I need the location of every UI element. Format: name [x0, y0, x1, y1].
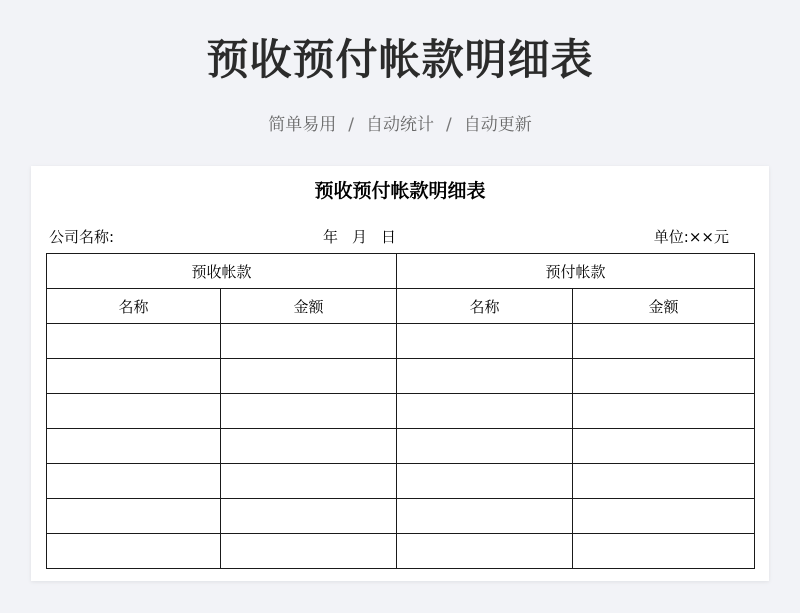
table-row: [47, 324, 755, 359]
page-title: 预收预付帐款明细表: [206, 35, 594, 84]
group-receivable: 预收帐款: [47, 254, 397, 289]
table-row: [47, 359, 755, 394]
table-cell[interactable]: [573, 499, 755, 534]
table-cell[interactable]: [397, 429, 573, 464]
date-month-label: 月: [352, 228, 368, 246]
ledger-sheet: [31, 166, 769, 581]
table-cell[interactable]: [47, 464, 221, 499]
feature-subtitle: [0, 112, 800, 138]
table-cell[interactable]: [221, 359, 397, 394]
feature-auto-stats: 自动统计: [366, 115, 434, 135]
table-cell[interactable]: [573, 394, 755, 429]
table-row: [47, 429, 755, 464]
column-header-row: [47, 289, 755, 324]
sheet-title: 预收预付帐款明细表: [314, 180, 486, 202]
table-row: [47, 464, 755, 499]
company-name-label: 公司名称:: [49, 228, 115, 246]
date-day-label: 日: [381, 228, 397, 246]
table-cell[interactable]: [397, 464, 573, 499]
table-cell[interactable]: [221, 429, 397, 464]
separator: /: [348, 115, 354, 135]
table-cell[interactable]: [397, 499, 573, 534]
column-header-receivable-amount: 金额: [221, 289, 397, 324]
table-row: [47, 534, 755, 569]
ledger-table: [46, 253, 755, 569]
table-cell[interactable]: [397, 394, 573, 429]
table-cell[interactable]: [47, 429, 221, 464]
table-row: [47, 394, 755, 429]
table-cell[interactable]: [397, 359, 573, 394]
table-cell[interactable]: [47, 499, 221, 534]
table-cell[interactable]: [47, 324, 221, 359]
column-header-payable-amount: 金额: [573, 289, 755, 324]
table-cell[interactable]: [47, 534, 221, 569]
date-year-label: 年: [323, 228, 339, 246]
table-cell[interactable]: [221, 534, 397, 569]
table-cell[interactable]: [573, 429, 755, 464]
column-header-payable-name: 名称: [397, 289, 573, 324]
table-cell[interactable]: [573, 324, 755, 359]
table-cell[interactable]: [47, 359, 221, 394]
table-cell[interactable]: [573, 359, 755, 394]
separator: /: [446, 115, 452, 135]
date-field: [323, 226, 410, 248]
column-header-receivable-name: 名称: [47, 289, 221, 324]
table-cell[interactable]: [47, 394, 221, 429]
group-payable: 预付帐款: [397, 254, 755, 289]
table-cell[interactable]: [573, 534, 755, 569]
feature-easy: 简单易用: [268, 115, 337, 135]
table-cell[interactable]: [573, 464, 755, 499]
feature-auto-update: 自动更新: [463, 115, 532, 135]
unit-label: 单位:××元: [653, 228, 729, 246]
table-row: [47, 499, 755, 534]
table-cell[interactable]: [221, 324, 397, 359]
table-cell[interactable]: [221, 394, 397, 429]
table-cell[interactable]: [397, 324, 573, 359]
table-cell[interactable]: [221, 464, 397, 499]
table-cell[interactable]: [397, 534, 573, 569]
table-cell[interactable]: [221, 499, 397, 534]
group-header-row: [47, 254, 755, 289]
